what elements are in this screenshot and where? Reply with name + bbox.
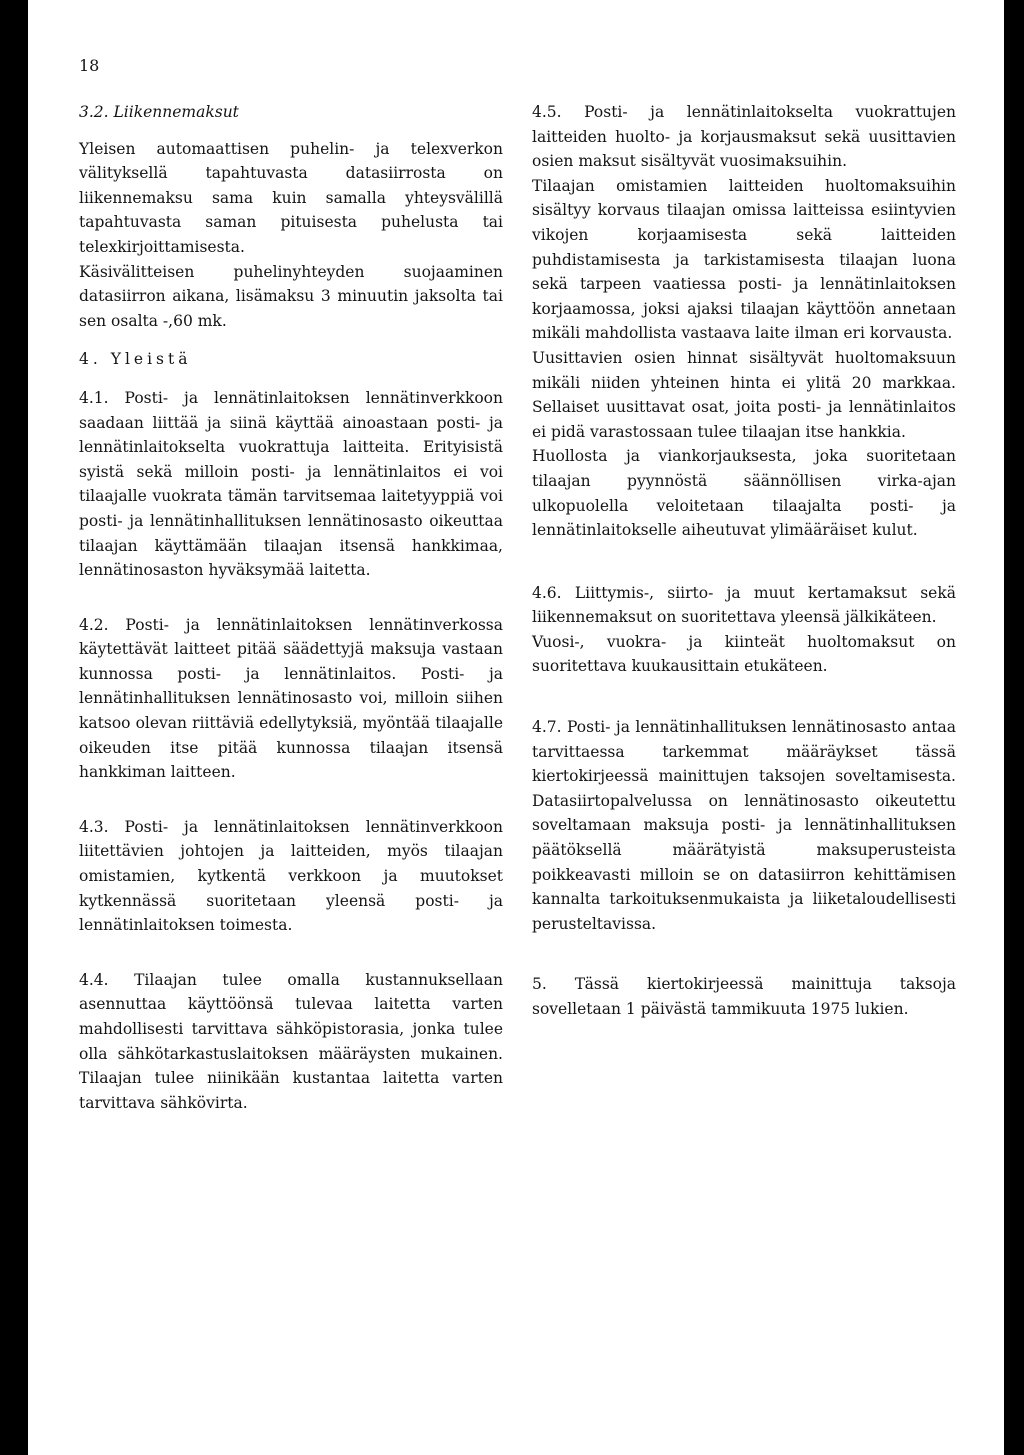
scan-border-right: [1004, 0, 1024, 1455]
paragraph-4-4: 4.4. Tilaajan tulee omalla kustannuksellaan asennuttaa käyttöönsä tulevaa laitetta varten mahdollisesti tarvittava sähköpistorasia, jonka tulee olla sähkötarkastuslaitoksen määräysten mukainen. Tilaajan tulee niinikään kustantaa laitetta varten tarvittava sähkövirta.: [79, 970, 503, 1112]
section-heading-3-2: 3.2. Liikennemaksut: [79, 103, 239, 121]
paragraph-4-6-b: Vuosi-, vuokra- ja kiinteät huoltomaksut on suoritettava kuukausittain etukäteen.: [532, 632, 956, 676]
page-number: 18: [79, 56, 100, 75]
right-column: [532, 100, 956, 1022]
paragraph-3-2-b: Käsivälitteisen puhelinyhteyden suojaaminen datasiirron aikana, lisämaksu 3 minuutin jaksolta tai sen osalta -,60 mk.: [79, 262, 503, 330]
paragraph-4-2: 4.2. Posti- ja lennätinlaitoksen lennätinverkossa käytettävät laitteet pitää säädettyjä maksuja vastaan kunnossa posti- ja lennätinlaitos. Posti- ja lennätinhallituksen lennätinosasto voi, milloin siihen katsoo olevan riittäviä edellytyksiä, myöntää tilaajalle oikeuden itse pitää kunnossa tilaajan itsensä hankkiman laitteen.: [79, 615, 503, 782]
paragraph-4-5-c: Uusittavien osien hinnat sisältyvät huoltomaksuun mikäli niiden yhteinen hinta ei ylitä 20 markkaa. Sellaiset uusittavat osat, joita posti- ja lennätinlaitos ei pidä varastossaan tulee tilaajan itse hankkia.: [532, 348, 956, 441]
paragraph-4-5-a: 4.5. Posti- ja lennätinlaitokselta vuokrattujen laitteiden huolto- ja korjausmaksut sekä uusittavien osien maksut sisältyvät vuosimaksuihin.: [532, 103, 956, 171]
paragraph-4-3: 4.3. Posti- ja lennätinlaitoksen lennätinverkkoon liitettävien johtojen ja laitteiden, myös tilaajan omistamien, kytkentä verkkoon ja muutokset kytkennässä suoritetaan yleensä posti- ja lennätinlaitoksen toimesta.: [79, 817, 503, 935]
paragraph-4-7: 4.7. Posti- ja lennätinhallituksen lennätinosasto antaa tarvittaessa tarkemmat määräykset tässä kiertokirjeessä mainittujen taksojen soveltamisesta. Datasiirtopalvelussa on lennätinosasto oikeutettu soveltamaan maksuja posti- ja lennätinhallituksen päätöksellä määrätyistä maksuperusteista poikkeavasti milloin se on datasiirron kehittämisen kannalta tarkoituksenmukaista ja liiketaloudellisesti perusteltavissa.: [532, 718, 956, 933]
left-column: [79, 100, 503, 1115]
scan-border-left: [0, 0, 28, 1455]
paragraph-4-5-b: Tilaajan omistamien laitteiden huoltomaksuihin sisältyy korvaus tilaajan omissa laitteissa esiintyvien vikojen korjaamisesta sekä laitteiden puhdistamisesta ja tarkistamisesta tilaajan luona sekä tarpeen vaatiessa posti- ja lennätinlaitoksen korjaamossa, joksi ajaksi tilaajan käyttöön annetaan mikäli mahdollista vastaava laite ilman eri korvausta.: [532, 176, 956, 343]
paragraph-4-6-a: 4.6. Liittymis-, siirto- ja muut kertamaksut sekä liikennemaksut on suoritettava yleensä jälkikäteen.: [532, 583, 956, 627]
paragraph-4-1: 4.1. Posti- ja lennätinlaitoksen lennätinverkkoon saadaan liittää ja siinä käyttää ainoastaan posti- ja lennätinlaitokselta vuokrattuja laitteita. Erityisistä syistä sekä milloin posti- ja lennätinlaitos ei voi tilaajalle vuokrata tämän tarvitsemaa laitetyyppiä voi posti- ja lennätinhallituksen lennätinosasto oikeuttaa tilaajan käyttämään tilaajan itsensä hankkimaa, lennätinosaston hyväksymää laitetta.: [79, 388, 503, 580]
paragraph-3-2-a: Yleisen automaattisen puhelin- ja telexverkon välityksellä tapahtuvasta datasiirrosta on liikennemaksu sama kuin samalla yhteysvälillä tapahtuvasta saman pituisesta puhelusta tai telexkirjoittamisesta.: [79, 139, 503, 256]
paragraph-4-5-d: Huollosta ja viankorjauksesta, joka suoritetaan tilaajan pyynnöstä säännöllisen virka-ajan ulkopuolella veloitetaan tilaajalta posti- ja lennätinlaitokselle aiheutuvat ylimääräiset kulut.: [532, 447, 956, 540]
section-heading-4: 4. Yleistä: [79, 350, 192, 369]
paragraph-5: 5. Tässä kiertokirjeessä mainittuja taksoja sovelletaan 1 päivästä tammikuuta 1975 lukien.: [532, 975, 956, 1018]
